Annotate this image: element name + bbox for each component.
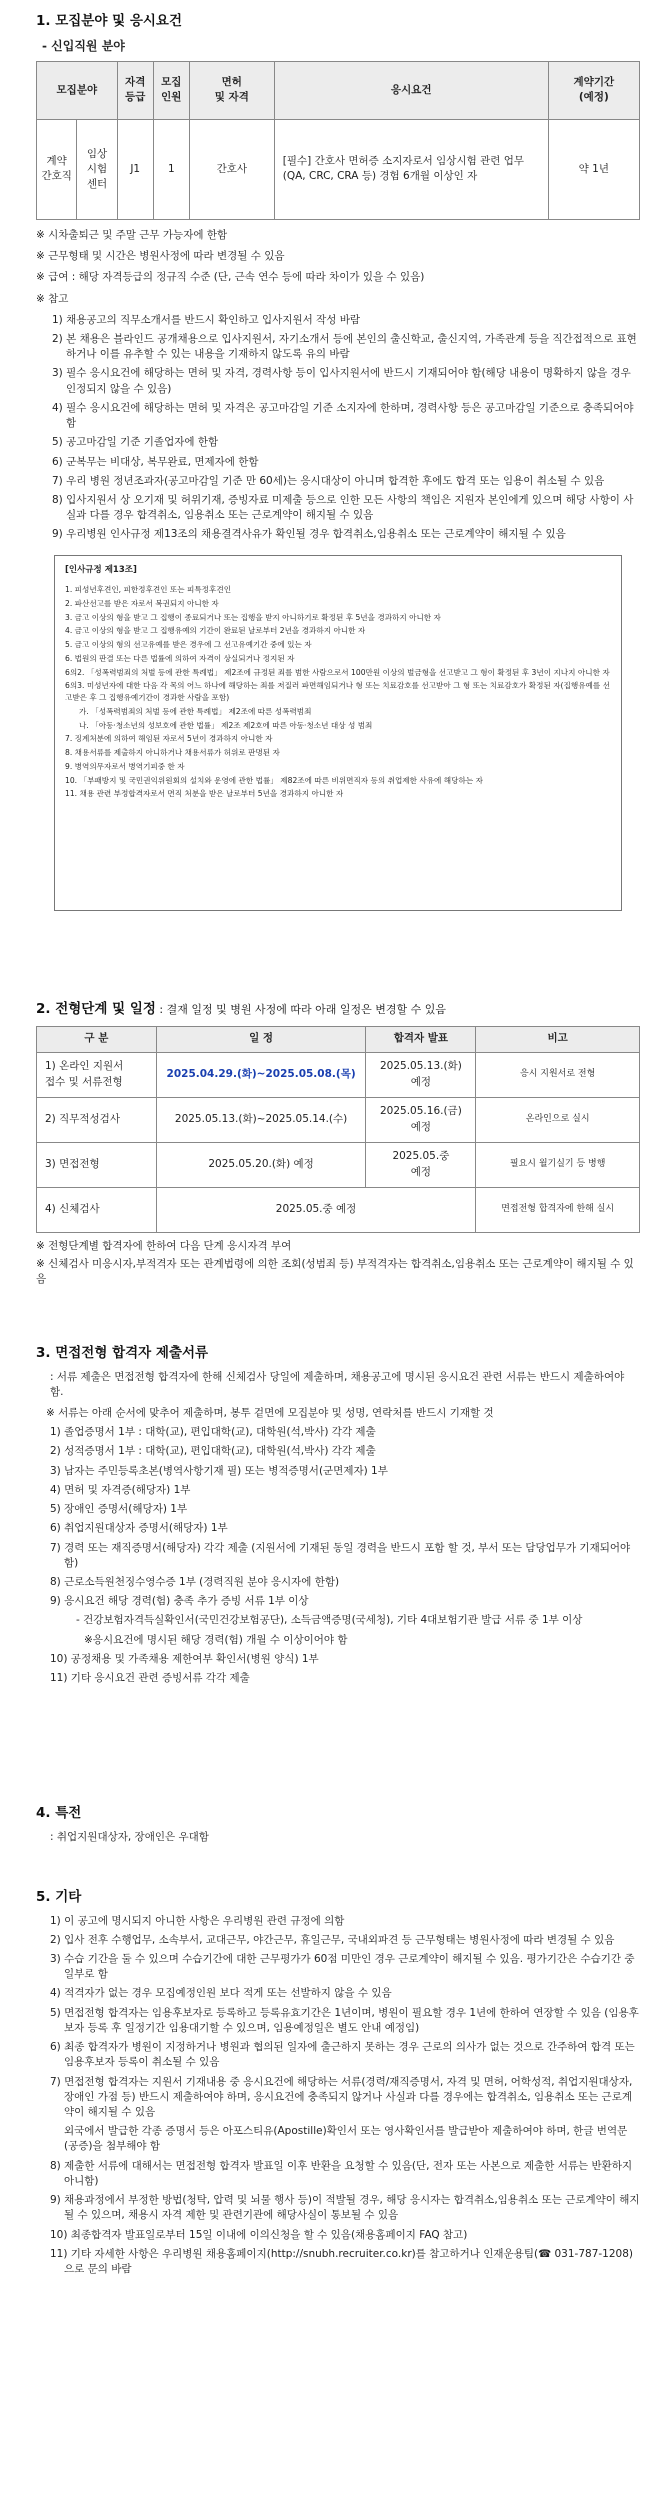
box-item: 10. 「부패방지 및 국민권익위원회의 설치와 운영에 관한 법률」 제82조에 따른 비위면직자 등의 취업제한 사유에 해당하는 자 bbox=[65, 775, 483, 785]
cell-announce: 2025.05.16.(금) 예정 bbox=[366, 1097, 476, 1142]
section-requirements bbox=[36, 12, 640, 911]
box-item: 6. 법원의 판결 또는 다른 법률에 의하여 자격이 상실되거나 정지된 자 bbox=[65, 653, 295, 663]
list-item: 3) 수습 기간을 둘 수 있으며 수습기간에 대한 근무평가가 60점 미만인 경우 근로계약이 해지될 수 있음. 평가기간은 수습기간 중 일부로 함 bbox=[50, 1953, 635, 1981]
section-body: : 취업지원대상자, 장애인은 우대함 bbox=[50, 1830, 209, 1843]
list-item: 7) 면접전형 합격자는 지원서 기재내용 중 응시요건에 해당하는 서류(경력/재직증명서, 자격 및 면허, 어학성적, 취업지원대상자, 장애인 가점 등) 반드시 제출하여야 하며, 응시요건에 충족되지 않거나 사실과 다를 경우에는 합격취소, 임용취소 또는 근로계약이 해지될 수 있음 bbox=[50, 2075, 633, 2118]
list-item: 외국에서 발급한 각종 증명서 등은 아포스티유(Apostille)확인서 또는 영사확인서를 발급받아 제출하여야 하며, 한글 번역문(공증)을 첨부해야 함 bbox=[64, 2125, 628, 2153]
list-item: 4) 적격자가 없는 경우 모집예정인원 보다 적게 또는 선발하지 않을 수 있음 bbox=[50, 1987, 392, 2000]
table-row bbox=[37, 1187, 640, 1232]
document-list bbox=[36, 1425, 640, 1686]
list-item: 6) 군복무는 비대상, 복무완료, 면제자에 한함 bbox=[52, 455, 259, 468]
box-item: 2. 파산선고를 받은 자로서 복권되지 아니한 자 bbox=[65, 598, 219, 608]
box-item: 6의3. 미성년자에 대한 다음 각 목의 어느 하나에 해당하는 죄를 저질러 파면해임되거나 형 또는 치료감호를 선고받아 그 형 또는 치료감호가 확정된 자(집행유예를 선고받은 후 그 집행유예기간이 경과한 사람을 포함) bbox=[65, 681, 610, 703]
list-item: 2) 입사 전후 수행업무, 소속부서, 교대근무, 야간근무, 휴일근무, 국내외파견 등 근무형태는 병원사정에 따라 변경될 수 있음 bbox=[50, 1933, 615, 1946]
note-item: ※ 전형단계별 합격자에 한하여 다음 단계 응시자격 부여 bbox=[36, 1239, 292, 1252]
list-item: 2) 성적증명서 1부 : 대학(교), 편입대학(교), 대학원(석,박사) 각각 제출 bbox=[50, 1445, 376, 1458]
list-item: 4) 면허 및 자격증(해당자) 1부 bbox=[50, 1483, 191, 1496]
section-other bbox=[36, 1888, 640, 2281]
cell-stage: 1) 온라인 지원서 접수 및 서류전형 bbox=[37, 1052, 157, 1097]
cell-schedule: 2025.04.29.(화)~2025.05.08.(목) bbox=[156, 1052, 366, 1097]
section-title: 1. 모집분야 및 응시요건 bbox=[36, 13, 182, 29]
table-row bbox=[37, 1052, 640, 1097]
list-item: 2) 본 채용은 블라인드 공개채용으로 입사지원서, 자기소개서 등에 본인의 출신학교, 출신지역, 가족관계 등을 직간접적으로 표현하거나 이를 유추할 수 있는 내용을 기재하지 않도록 유의 바람 bbox=[52, 333, 637, 361]
note-item: ※ 근무형태 및 시간은 병원사정에 따라 변경될 수 있음 bbox=[36, 250, 285, 263]
box-item: 나. 「아동·청소년의 성보호에 관한 법률」 제2조 제2호에 따른 아동·청소년 대상 성 범죄 bbox=[79, 720, 373, 730]
box-item: 11. 채용 관련 부정합격자로서 면직 처분을 받은 날로부터 5년을 경과하지 아니한 자 bbox=[65, 789, 344, 799]
cell-schedule: 2025.05.중 예정 bbox=[156, 1187, 476, 1232]
cell-count: 1 bbox=[153, 119, 189, 219]
cell-note: 필요시 월기실기 등 병행 bbox=[476, 1142, 640, 1187]
note-item: ※ 신체검사 미응시자,부적격자 또는 관계법령에 의한 조회(성범죄 등) 부적격자는 합격취소,임용취소 또는 근로계약이 해지될 수 있음 bbox=[36, 1257, 634, 1285]
header-field: 모집분야 bbox=[37, 61, 118, 119]
list-item: 3) 남자는 주민등록초본(병역사항기재 필) 또는 병적증명서(군면제자) 1부 bbox=[50, 1464, 388, 1477]
list-item: ※응시요건에 명시된 해당 경력(험) 개월 수 이상이어야 함 bbox=[84, 1633, 348, 1646]
cell-field-a: 계약 간호직 bbox=[37, 119, 77, 219]
box-item: 4. 금고 이상의 형을 받고 그 집행유예의 기간이 완료된 날로부터 2년을 경과하지 아니한 자 bbox=[65, 626, 366, 636]
list-item: 8) 입사지원서 상 오기재 및 허위기재, 증빙자료 미제출 등으로 인한 모든 사항의 책임은 지원자 본인에게 있으며 해당 사항이 사실과 다를 경우 합격취소, 임용취소 또는 근로계약이 해지될 수 있음 bbox=[52, 494, 634, 522]
cell-license: 간호사 bbox=[189, 119, 274, 219]
schedule-table bbox=[36, 1026, 640, 1233]
list-item: 8) 제출한 서류에 대해서는 면접전형 합격자 발표일 이후 반환을 요청할 수 있음(단, 전자 또는 사본으로 제출한 서류는 반환하지 아니함) bbox=[50, 2159, 633, 2187]
list-item: 10) 최종합격자 발표일로부터 15일 이내에 이의신청을 할 수 있음(채용홈페이지 FAQ 참고) bbox=[50, 2228, 468, 2241]
header-note: 비고 bbox=[476, 1026, 640, 1052]
notes bbox=[36, 1239, 640, 1288]
cell-stage: 4) 신체검사 bbox=[37, 1187, 157, 1232]
cell-note: 응시 지원서로 전형 bbox=[476, 1052, 640, 1097]
list-item: 5) 장애인 증명서(해당자) 1부 bbox=[50, 1503, 188, 1516]
section-intro: : 서류 제출은 면접전형 합격자에 한해 신체검사 당일에 제출하며, 채용공고에 명시된 응시요건 관련 서류는 반드시 제출하여야 함. bbox=[50, 1370, 625, 1398]
list-item: 5) 면접전형 합격자는 임용후보자로 등록하고 등록유효기간은 1년이며, 병원이 필요할 경우 1년에 한하여 연장할 수 있음 (임용후보자 등록 후 일정기간 임용대기할 수 있으며, 임용예정일은 별도 안내 예정임) bbox=[50, 2006, 639, 2034]
section-schedule bbox=[36, 1000, 640, 1290]
section-title bbox=[36, 1000, 640, 1020]
list-item: 10) 공정채용 및 가족채용 제한여부 확인서(병원 양식) 1부 bbox=[50, 1652, 319, 1665]
list-item: 8) 근로소득원천징수영수증 1부 (경력직원 분야 응시자에 한함) bbox=[50, 1575, 340, 1588]
list-item: 6) 취업지원대상자 증명서(해당자) 1부 bbox=[50, 1522, 228, 1535]
list-item: 7) 경력 또는 재직증명서(해당자) 각각 제출 (지원서에 기재된 동일 경력을 반드시 포함 할 것, 부서 또는 담당업무가 기재되어야 함) bbox=[50, 1541, 631, 1569]
list-item: 1) 채용공고의 직무소개서를 반드시 확인하고 입사지원서 작성 바람 bbox=[52, 313, 361, 326]
section-subtitle: - 신입직원 분야 bbox=[42, 38, 125, 53]
list-item: 3) 필수 응시요건에 해당하는 면허 및 자격, 경력사항 등이 입사지원서에 반드시 기재되어야 함(해당 내용이 명확하지 않을 경우 인정되지 않을 수 있음) bbox=[52, 367, 631, 395]
section-title-note: : 결재 일정 및 병원 사정에 따라 아래 일정은 변경할 수 있음 bbox=[155, 1003, 446, 1016]
header-announce: 합격자 발표 bbox=[366, 1026, 476, 1052]
list-item: - 건강보험자격득실확인서(국민건강보험공단), 소득금액증명(국세청), 기타 4대보험기관 발급 서류 중 1부 이상 bbox=[76, 1614, 583, 1627]
requirements-table bbox=[36, 61, 640, 220]
box-item: 3. 금고 이상의 형을 받고 그 집행이 종료되거나 또는 집행을 받지 아니하기로 확정된 후 5년을 경과하지 아니한 자 bbox=[65, 612, 441, 622]
cell-note: 면접전형 합격자에 한해 실시 bbox=[476, 1187, 640, 1232]
header-schedule: 일 정 bbox=[156, 1026, 366, 1052]
list-item: 6) 최종 합격자가 병원이 지정하거나 병원과 협의된 일자에 출근하지 못하는 경우 근로의 의사가 없는 것으로 간주하여 합격 또는 임용후보자 등록이 취소될 수 있음 bbox=[50, 2041, 635, 2069]
list-item: 9) 응시요건 해당 경력(험) 충족 추가 증빙 서류 1부 이상 bbox=[50, 1595, 309, 1608]
list-item: 1) 이 공고에 명시되지 아니한 사항은 우리병원 관련 규정에 의함 bbox=[50, 1914, 345, 1927]
header-license: 면허 및 자격 bbox=[189, 61, 274, 119]
list-item: 11) 기타 응시요건 관련 증빙서류 각각 제출 bbox=[50, 1672, 250, 1685]
cell-period: 약 1년 bbox=[548, 119, 639, 219]
list-item: 1) 졸업증명서 1부 : 대학(교), 편입대학(교), 대학원(석,박사) 각각 제출 bbox=[50, 1426, 376, 1439]
cell-announce: 2025.05.중 예정 bbox=[366, 1142, 476, 1187]
cell-stage: 2) 직무적성검사 bbox=[37, 1097, 157, 1142]
reference-list bbox=[36, 313, 640, 543]
cell-note: 온라인으로 실시 bbox=[476, 1097, 640, 1142]
list-item: 5) 공고마감일 기준 기졸업자에 한함 bbox=[52, 436, 219, 449]
box-item: 가. 「성폭력범죄의 처벌 등에 관한 특례법」 제2조에 따른 성폭력범죄 bbox=[79, 706, 312, 716]
box-item: 7. 징계처분에 의하여 해임된 자로서 5년이 경과하지 아니한 자 bbox=[65, 734, 273, 744]
list-item: 11) 기타 자세한 사항은 우리병원 채용홈페이지(http://snubh.recruiter.co.kr)를 참고하거나 인재운용팀(☎ 031-787-1208)으로 문의 바람 bbox=[50, 2247, 633, 2275]
section-title-main: 2. 전형단계 및 일정 bbox=[36, 1001, 156, 1017]
cell-schedule: 2025.05.20.(화) 예정 bbox=[156, 1142, 366, 1187]
table-header-row bbox=[37, 1026, 640, 1052]
cell-field-b: 임상 시험 센터 bbox=[77, 119, 117, 219]
list-item: 7) 우리 병원 정년조과자(공고마감일 기준 만 60세)는 응시대상이 아니며 합격한 후에도 합격 또는 임용이 취소될 수 있음 bbox=[52, 474, 605, 487]
box-item: 6의2. 「성폭력범죄의 처벌 등에 관한 특례법」 제2조에 규정된 죄를 범한 사람으로서 100만원 이상의 벌금형을 선고받고 그 형이 확정된 후 3년이 지나지 아니한 자 bbox=[65, 667, 610, 677]
header-stage: 구 분 bbox=[37, 1026, 157, 1052]
table-row bbox=[37, 119, 640, 219]
header-count: 모집 인원 bbox=[153, 61, 189, 119]
header-grade: 자격 등급 bbox=[117, 61, 153, 119]
header-period: 계약기간 (예정) bbox=[548, 61, 639, 119]
cell-schedule: 2025.05.13.(화)~2025.05.14.(수) bbox=[156, 1097, 366, 1142]
note-item: ※ 시차출퇴근 및 주말 근무 가능자에 한함 bbox=[36, 228, 228, 241]
section-title: 3. 면접전형 합격자 제출서류 bbox=[36, 1345, 209, 1361]
box-title: [인사규정 제13조] bbox=[65, 564, 137, 575]
cell-stage: 3) 면접전형 bbox=[37, 1142, 157, 1187]
section-documents bbox=[36, 1344, 640, 1690]
table-row bbox=[37, 1097, 640, 1142]
header-requirement: 응시요건 bbox=[274, 61, 548, 119]
section-title: 5. 기타 bbox=[36, 1889, 82, 1905]
list-item: 9) 우리병원 인사규정 제13조의 채용결격사유가 확인될 경우 합격취소,임용취소 또는 근로계약이 해지될 수 있음 bbox=[52, 528, 566, 541]
note-item: ※ 서류는 아래 순서에 맞추어 제출하며, 봉투 겉면에 모집분야 및 성명, 연락처를 반드시 기재할 것 bbox=[46, 1407, 494, 1419]
notes bbox=[36, 228, 640, 307]
table-row bbox=[37, 1142, 640, 1187]
box-item: 9. 병역의무자로서 병역기피중 한 자 bbox=[65, 761, 185, 771]
note-item: ※ 참고 bbox=[36, 292, 69, 305]
cell-grade: J1 bbox=[117, 119, 153, 219]
box-item: 8. 채용서류를 제출하지 아니하거나 채용서류가 허위로 판명된 자 bbox=[65, 748, 280, 758]
section-title: 4. 특전 bbox=[36, 1805, 82, 1821]
box-item: 1. 피성년후견인, 피한정후견인 또는 피특정후견인 bbox=[65, 584, 232, 594]
hr-rule-box bbox=[54, 555, 622, 911]
box-item: 5. 금고 이상의 형의 선고유예를 받은 경우에 그 선고유예기간 중에 있는 자 bbox=[65, 640, 312, 650]
list-item: 9) 채용과정에서 부정한 방법(청탁, 압력 및 뇌물 행사 등)이 적발될 경우, 해당 응시자는 합격취소,임용취소 또는 근로계약이 해지될 수 있으며, 채용시 자격 제한 및 관련기관에 해당사실이 통보될 수 있음 bbox=[50, 2194, 640, 2222]
cell-requirement: [필수] 간호사 면허증 소지자로서 임상시험 관련 업무(QA, CRC, CRA 등) 경험 6개월 이상인 자 bbox=[274, 119, 548, 219]
cell-announce: 2025.05.13.(화) 예정 bbox=[366, 1052, 476, 1097]
list-item: 4) 필수 응시요건에 해당하는 면허 및 자격은 공고마감일 기준 소지자에 한하며, 경력사항 등은 공고마감일 기준으로 충족되어야 함 bbox=[52, 401, 634, 430]
section-benefits bbox=[36, 1804, 640, 1849]
note-item: ※ 급여 : 해당 자격등급의 정규직 수준 (단, 근속 연수 등에 따라 차이가 있을 수 있음) bbox=[36, 271, 425, 284]
other-list bbox=[36, 1914, 640, 2278]
table-header-row bbox=[37, 61, 640, 119]
